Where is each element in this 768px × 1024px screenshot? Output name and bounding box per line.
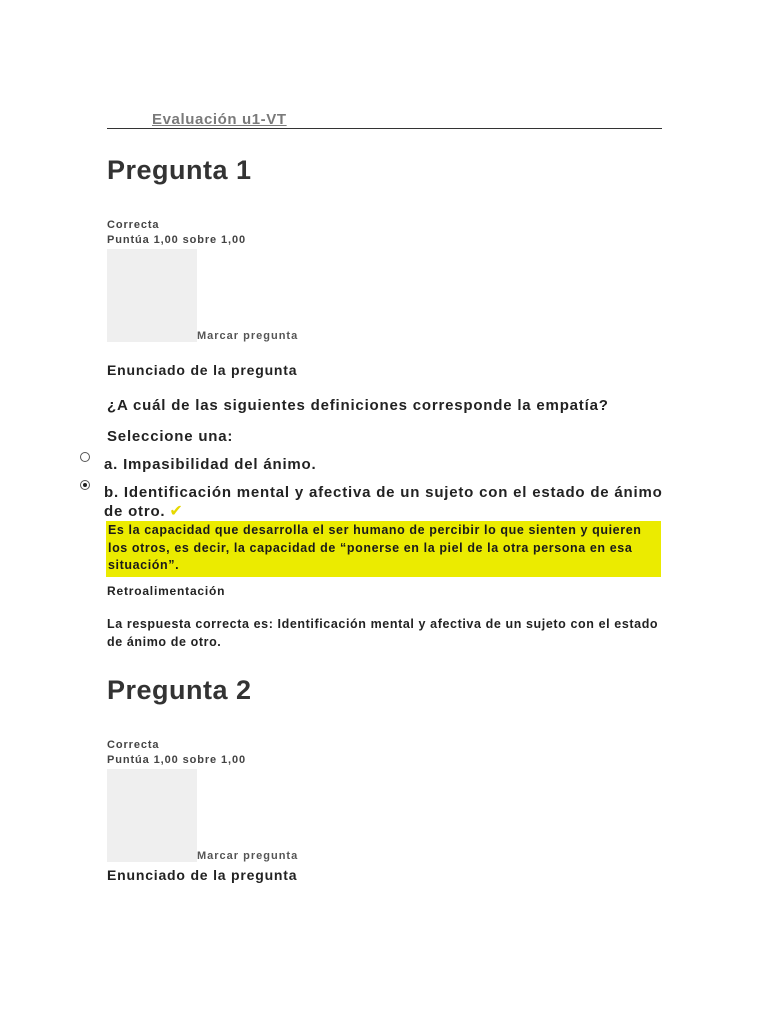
question-1-title: Pregunta 1: [107, 155, 252, 185]
option-b-radio[interactable]: [80, 480, 90, 490]
question-1-status: Correcta: [107, 219, 160, 231]
highlighted-note: Es la capacidad que desarrolla el ser humano de percibir lo que sienten y quieren los otros, es decir, la capacidad de “ponerse en la piel de la otra persona en esa situación”.: [106, 521, 661, 577]
question-2-flag-label[interactable]: Marcar pregunta: [197, 850, 299, 862]
option-b[interactable]: [104, 483, 664, 521]
question-2-score: Puntúa 1,00 sobre 1,00: [107, 754, 247, 766]
question-2-flag-box[interactable]: [107, 769, 197, 862]
option-a-label[interactable]: a. Impasibilidad del ánimo.: [104, 456, 317, 473]
question-1-statement-label: Enunciado de la pregunta: [107, 362, 298, 378]
header-divider: [107, 128, 662, 129]
feedback-text: La respuesta correcta es: Identificación mental y afectiva de un sujeto con el estado de ánimo de otro.: [107, 617, 659, 649]
quiz-title-link[interactable]: Evaluación u1-VT: [152, 111, 287, 128]
option-a-radio[interactable]: [80, 452, 90, 462]
check-icon: ✔: [169, 503, 184, 520]
question-1-text: ¿A cuál de las siguientes definiciones corresponde la empatía?: [107, 397, 609, 414]
question-1-select-prompt: Seleccione una:: [107, 428, 234, 445]
question-2-status: Correcta: [107, 739, 160, 751]
question-2-title: Pregunta 2: [107, 675, 252, 705]
question-1-flag-box[interactable]: [107, 249, 197, 342]
feedback-label: Retroalimentación: [107, 584, 226, 598]
question-1-score: Puntúa 1,00 sobre 1,00: [107, 234, 247, 246]
question-1-flag-label[interactable]: Marcar pregunta: [197, 330, 299, 342]
question-2-statement-label: Enunciado de la pregunta: [107, 867, 298, 883]
option-b-label: b. Identificación mental y afectiva de un sujeto con el estado de ánimo de otro.: [104, 484, 663, 520]
